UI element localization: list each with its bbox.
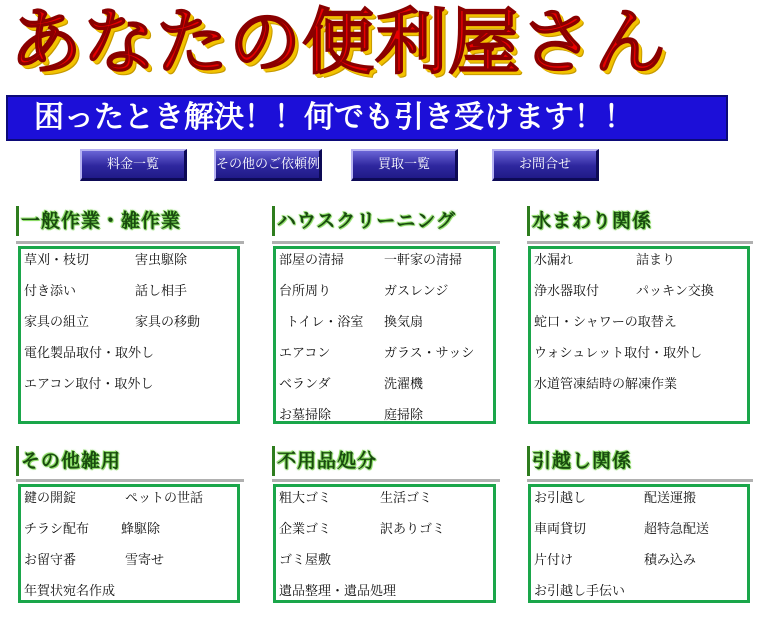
list-item: エアコン取付・取外し — [24, 377, 154, 392]
list-item: 庭掃除 — [384, 408, 424, 423]
section-title-misc-errands: その他雑用 — [16, 446, 121, 476]
section-divider — [272, 241, 500, 244]
nav-button-purchase-list[interactable]: 買取一覧 — [351, 149, 458, 181]
list-item: お引越し — [534, 491, 587, 506]
list-item: 積み込み — [644, 553, 697, 568]
list-item: 水漏れ — [534, 253, 574, 268]
list-item: 家具の組立 — [24, 315, 90, 330]
section-divider — [272, 479, 500, 482]
list-item: 年賀状宛名作成 — [24, 584, 116, 599]
list-item: 草刈・枝切 — [24, 253, 90, 268]
list-item: 雪寄せ — [125, 553, 165, 568]
section-title-house-cleaning: ハウスクリーニング — [272, 206, 456, 236]
list-item: 浄水器取付 — [534, 284, 600, 299]
list-item: パッキン交換 — [636, 284, 714, 299]
section-box-disposal — [273, 484, 496, 603]
section-title-plumbing: 水まわり関係 — [527, 206, 652, 236]
list-item: 話し相手 — [135, 284, 188, 299]
list-item: 詰まり — [636, 253, 676, 268]
list-item: 家具の移動 — [135, 315, 201, 330]
list-item: チラシ配布 — [24, 522, 90, 537]
section-box-house-cleaning — [273, 246, 496, 424]
list-item: 水道管凍結時の解凍作業 — [534, 377, 678, 392]
list-item: ガラス・サッシ — [384, 346, 475, 361]
list-item: 一軒家の清掃 — [384, 253, 463, 268]
list-item: ペットの世話 — [125, 491, 204, 506]
list-item: ウォシュレット取付・取外し — [534, 346, 703, 361]
list-item: お引越し手伝い — [534, 584, 626, 599]
section-divider — [16, 479, 244, 482]
list-item: お留守番 — [24, 553, 77, 568]
section-divider — [527, 479, 753, 482]
list-item: 洗濯機 — [384, 377, 424, 392]
section-box-plumbing — [528, 246, 750, 424]
list-item: 台所周り — [279, 284, 332, 299]
section-box-general-work — [18, 246, 240, 424]
list-item: トイレ・浴室 — [286, 315, 364, 330]
tagline-banner: 困ったとき解決！！何でも引き受けます！！ — [6, 95, 728, 141]
section-box-moving — [528, 484, 750, 603]
list-item: 蛇口・シャワーの取替え — [534, 315, 677, 330]
list-item: ベランダ — [279, 377, 331, 392]
nav-button-other-requests[interactable]: その他のご依頼例 — [214, 149, 322, 181]
nav-button-contact[interactable]: お問合せ — [492, 149, 599, 181]
site-title: あなたの便利屋さん — [10, 0, 668, 84]
list-item: 部屋の清掃 — [279, 253, 345, 268]
nav-button-price-list[interactable]: 料金一覧 — [80, 149, 187, 181]
list-item: 害虫駆除 — [135, 253, 188, 268]
list-item: ガスレンジ — [384, 284, 449, 299]
list-item: エアコン — [279, 346, 331, 361]
section-title-moving: 引越し関係 — [527, 446, 632, 476]
list-item: 生活ゴミ — [380, 491, 433, 506]
list-item: 車両貸切 — [534, 522, 587, 537]
list-item: 換気扇 — [384, 315, 424, 330]
section-divider — [16, 241, 244, 244]
list-item: ゴミ屋敷 — [279, 553, 332, 568]
list-item: 電化製品取付・取外し — [24, 346, 155, 361]
list-item: 配送運搬 — [644, 491, 697, 506]
list-item: 片付け — [534, 553, 574, 568]
list-item: 遺品整理・遺品処理 — [279, 584, 397, 599]
list-item: 付き添い — [24, 284, 77, 299]
section-box-misc-errands — [18, 484, 240, 603]
section-title-disposal: 不用品処分 — [272, 446, 377, 476]
section-divider — [527, 241, 753, 244]
section-title-general-work: 一般作業・雑作業 — [16, 206, 181, 236]
list-item: 超特急配送 — [644, 522, 710, 537]
list-item: 蜂駆除 — [121, 522, 161, 537]
list-item: 企業ゴミ — [279, 522, 332, 537]
list-item: 鍵の開錠 — [24, 491, 77, 506]
list-item: 粗大ゴミ — [279, 491, 332, 506]
list-item: お墓掃除 — [279, 408, 332, 423]
list-item: 訳ありゴミ — [380, 522, 446, 537]
